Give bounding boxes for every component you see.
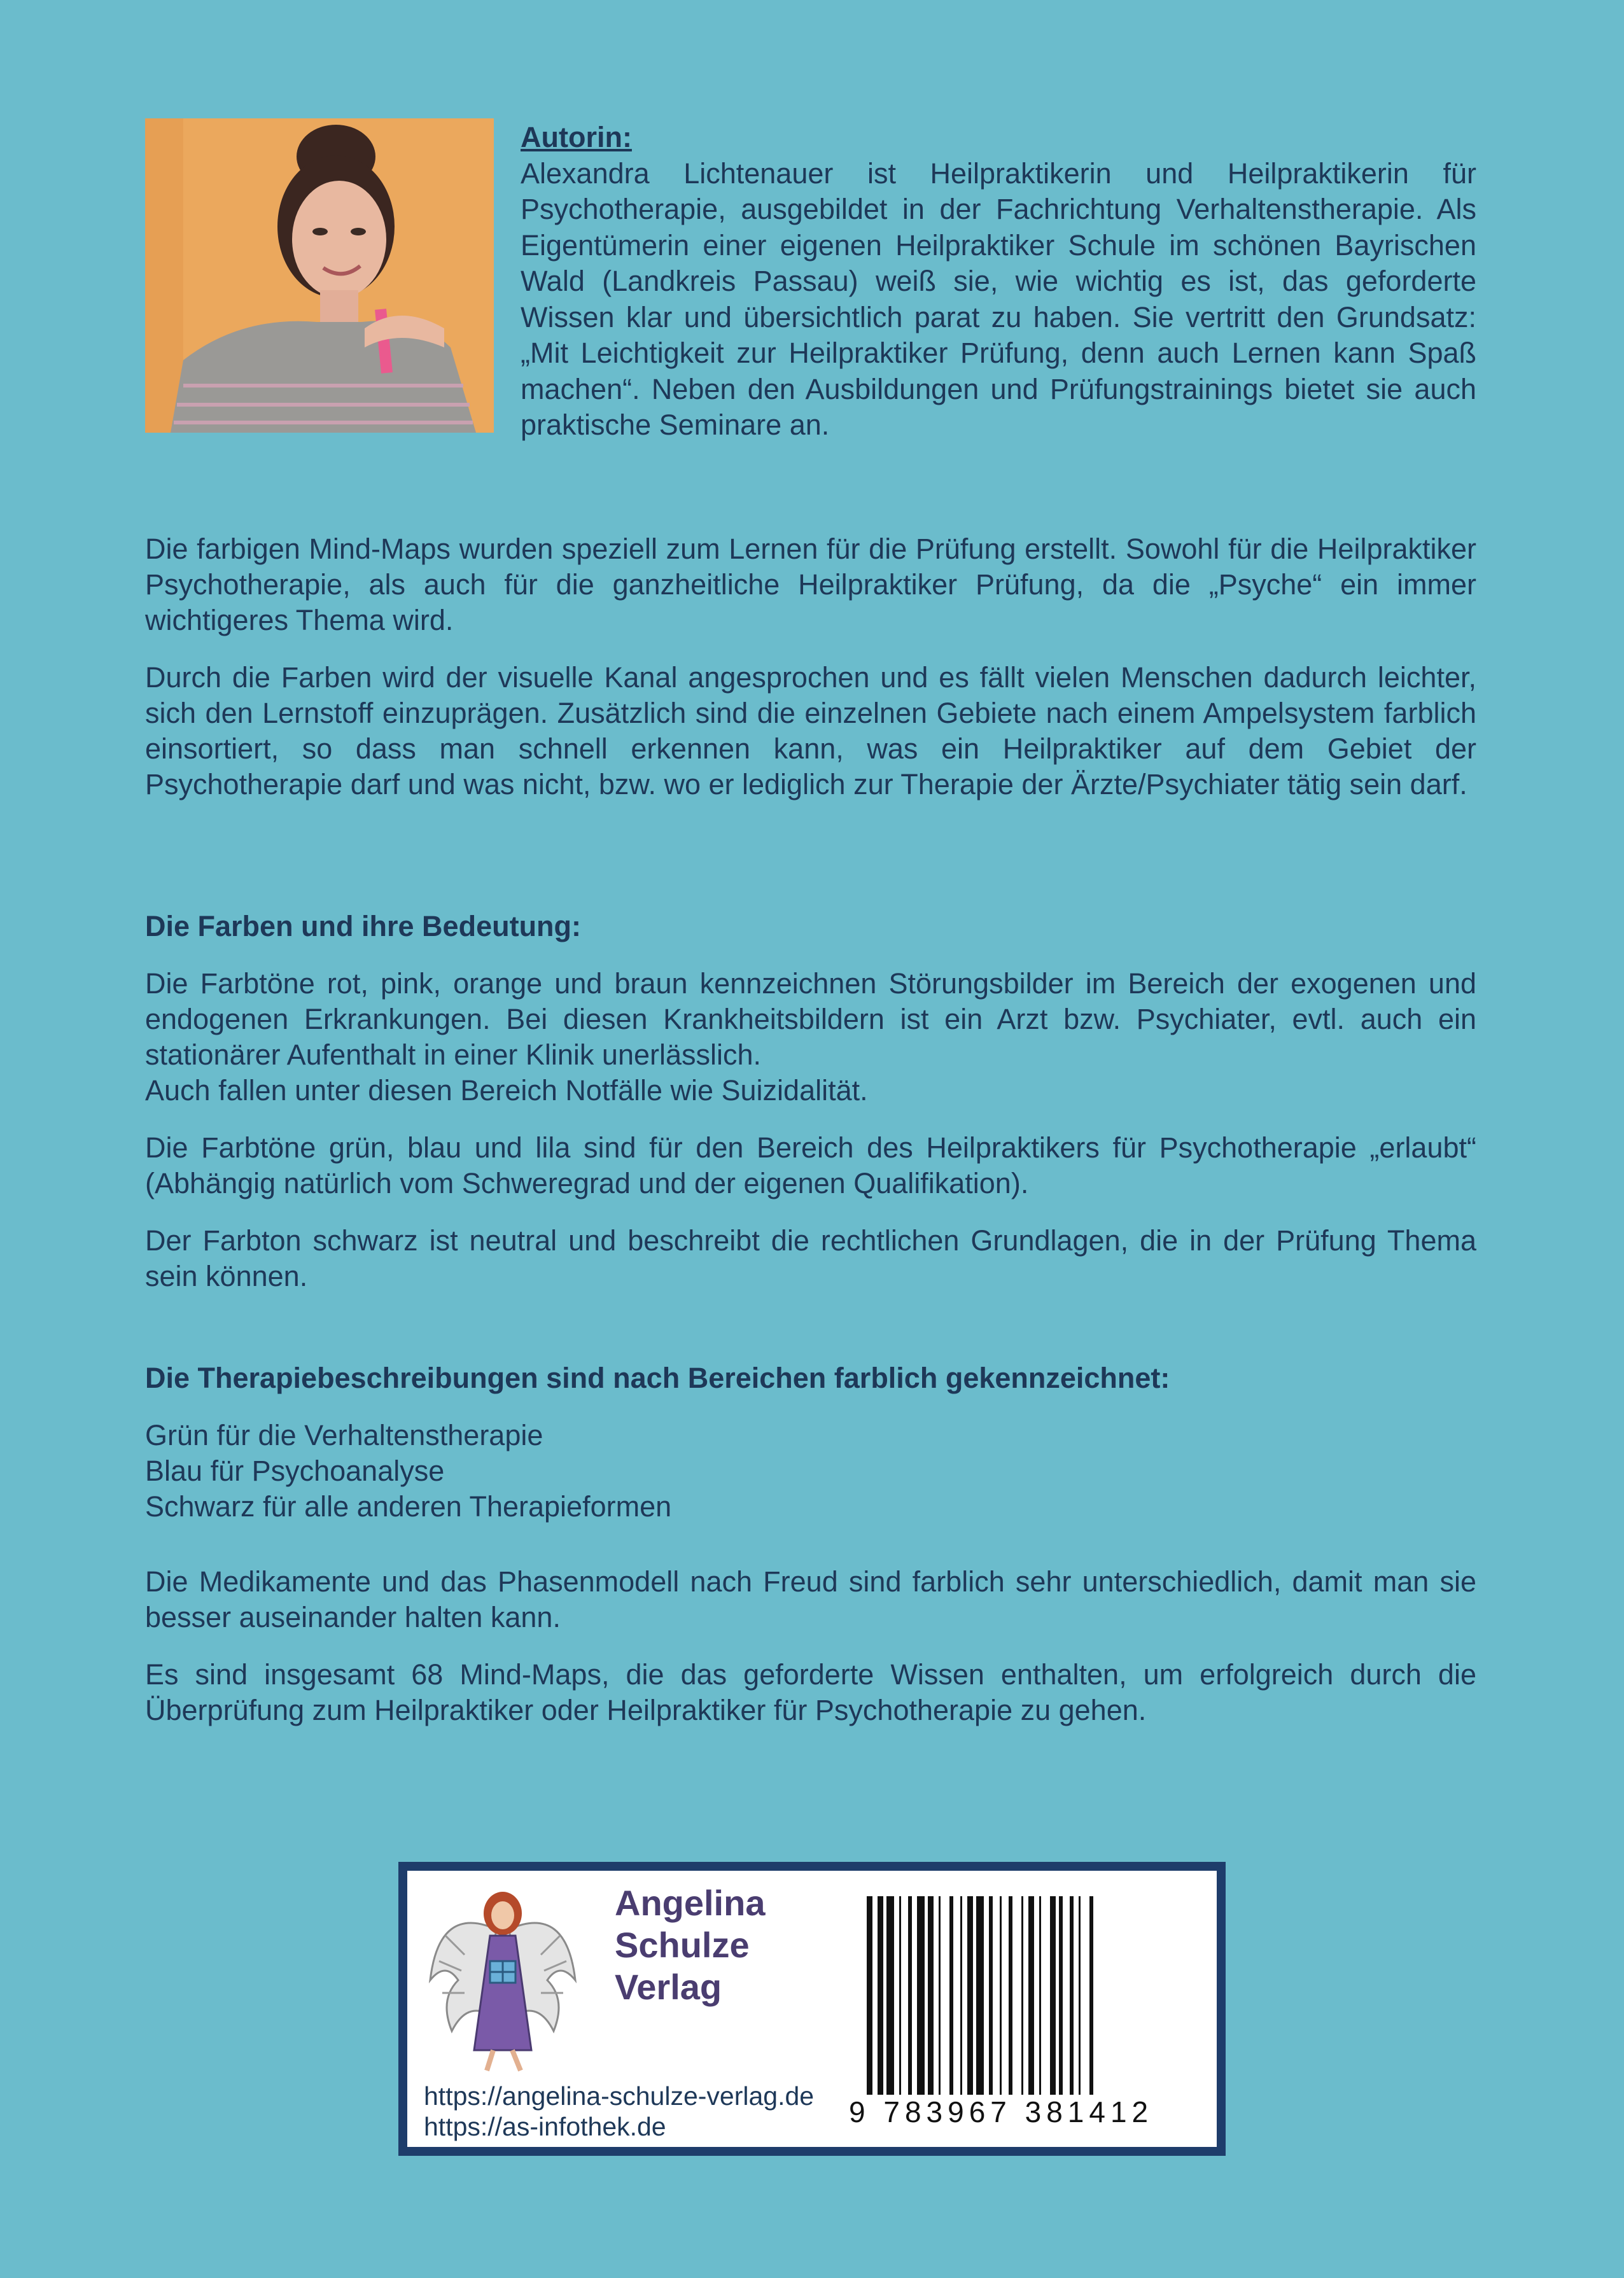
publisher-name-line: Schulze (615, 1925, 750, 1965)
therapy-item: Schwarz für alle anderen Therapieformen (145, 1490, 672, 1523)
therapy-item: Blau für Psychoanalyse (145, 1455, 445, 1487)
publisher-name-line: Angelina (615, 1883, 766, 1923)
angel-logo-icon (426, 1885, 579, 2076)
intro-paragraph-2: Durch die Farben wird der visuelle Kanal angesprochen und es fällt vielen Menschen dadurch leichter, sich den Lernstoff einzuprägen. Zusätzlich sind die einzelnen Gebiete nach einem Ampelsystem farblich einsortiert, so dass man schnell erkennen kann, was ein Heilpraktiker auf dem Gebiet der Psychotherapie darf und was nicht, bzw. wo er lediglich zur Therapie der Ärzte/Psychiater tätig sein darf. (145, 661, 1476, 800)
colors-heading: Die Farben und ihre Bedeutung: (145, 910, 582, 942)
colors-paragraph-1: Die Farbtöne rot, pink, orange und braun kennzeichnen Störungsbilder im Bereich der exogenen und endogenen Erkrankungen. Bei diesen Krankheitsbildern ist ein Arzt bzw. Psychiater, evtl. auch ein stationärer Aufenthalt in einer Klinik unerlässlich. (145, 967, 1476, 1071)
publisher-website-link[interactable]: https://angelina-schulze-verlag.de (424, 2081, 815, 2111)
therapy-item: Grün für die Verhaltenstherapie (145, 1419, 543, 1451)
publisher-name (615, 1882, 818, 2008)
author-bio-block (521, 120, 1476, 444)
author-photo (145, 118, 494, 433)
intro-paragraph-1: Die farbigen Mind-Maps wurden speziell zum Lernen für die Prüfung erstellt. Sowohl für die Heilpraktiker Psychotherapie, als auch für die ganzheitliche Heilpraktiker Prüfung, da die „Psyche“ ein immer wichtigeres Thema wird. (145, 533, 1476, 636)
therapy-section (145, 1360, 1476, 1728)
isbn-barcode (865, 1896, 1158, 2106)
publisher-box (398, 1862, 1226, 2156)
isbn-digits: 9 783967 381412 (849, 2095, 1163, 2129)
publisher-name-line: Verlag (615, 1967, 722, 2007)
therapy-paragraph-1: Die Medikamente und das Phasenmodell nach Freud sind farblich sehr unterschiedlich, damit man sie besser auseinander halten kann. (145, 1565, 1476, 1633)
infothek-website-link[interactable]: https://as-infothek.de (424, 2112, 666, 2141)
publisher-box-inner (407, 1871, 1217, 2147)
author-portrait-image (145, 118, 494, 433)
author-bio: Alexandra Lichtenauer ist Heilpraktikerin und Heilpraktikerin für Psychotherapie, ausgebildet in der Fachrichtung Verhaltenstherapie. Als Eigentümerin einer eigenen Heilpraktiker Schule im schönen Bayrischen Wald (Landkreis Passau) weiß sie, wie wichtig es ist, das geforderte Wissen klar und übersichtlich parat zu haben. Sie vertritt den Grundsatz: „Mit Leichtigkeit zur Heilpraktiker Prüfung, denn auch Lernen kann Spaß machen“. Neben den Ausbildungen und Prüfungstrainings bietet sie auch praktische Seminare an. (521, 157, 1476, 441)
therapy-paragraph-2: Es sind insgesamt 68 Mind-Maps, die das geforderte Wissen enthalten, um erfolgreich durch die Überprüfung zum Heilpraktiker oder Heilpraktiker für Psychotherapie zu gehen. (145, 1658, 1476, 1726)
intro-block (145, 531, 1476, 802)
colors-paragraph-1b: Auch fallen unter diesen Bereich Notfälle wie Suizidalität. (145, 1074, 868, 1107)
author-heading: Autorin: (521, 121, 632, 153)
colors-section (145, 909, 1476, 1294)
colors-paragraph-3: Der Farbton schwarz ist neutral und beschreibt die rechtlichen Grundlagen, die in der Prüfung Thema sein können. (145, 1224, 1476, 1292)
therapy-heading: Die Therapiebeschreibungen sind nach Bereichen farblich gekennzeichnet: (145, 1362, 1170, 1394)
colors-paragraph-2: Die Farbtöne grün, blau und lila sind für den Bereich des Heilpraktikers für Psychotherapie „erlaubt“ (Abhängig natürlich vom Schweregrad und der eigenen Qualifikation). (145, 1131, 1476, 1199)
